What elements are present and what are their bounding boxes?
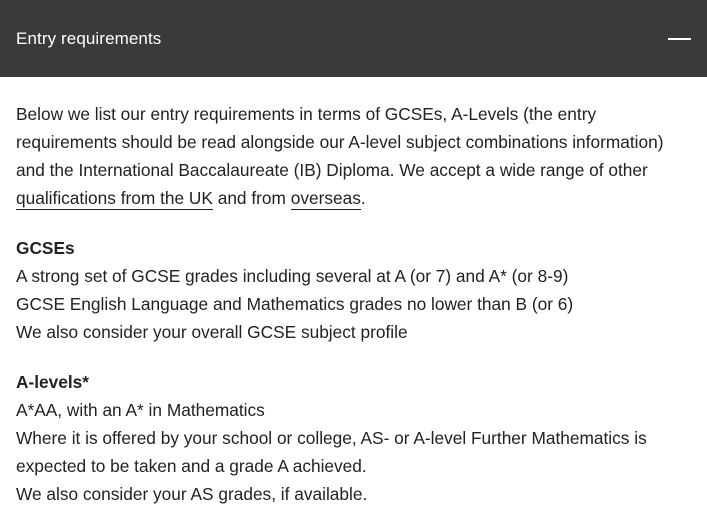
alevels-heading: A-levels* [16,372,90,392]
intro-text-end: . [360,188,366,208]
gcses-line: GCSE English Language and Mathematics grades no lower than B (or 6) [16,294,574,314]
intro-text: Below we list our entry requirements in terms of GCSEs, A-Levels (the entry requirements should be read alongside our A-level subject combinations information) and the International Baccalaureate (IB) Diploma. We accept a wide range of other [16,104,664,180]
gcses-line: A strong set of GCSE grades including several at A (or 7) and A* (or 8-9) [16,266,569,286]
accordion-header-entry-requirements[interactable] [0,0,707,77]
accordion-body [16,100,686,508]
alevels-section [16,368,686,508]
minus-icon[interactable] [667,30,691,48]
alevels-line: We also consider your AS grades, if available. [16,484,368,504]
gcses-line: We also consider your overall GCSE subject profile [16,322,408,342]
gcses-section [16,234,686,346]
intro-paragraph [16,100,686,212]
link-overseas[interactable]: overseas [290,188,361,208]
alevels-line: Where it is offered by your school or college, AS- or A-level Further Mathematics is expected to be taken and a grade A achieved. [16,428,647,476]
alevels-line: A*AA, with an A* in Mathematics [16,400,265,420]
link-qualifications-uk[interactable]: qualifications from the UK [16,188,213,208]
gcses-heading: GCSEs [16,238,75,258]
intro-text-between: and from [212,188,291,208]
accordion-title: Entry requirements [16,29,162,48]
